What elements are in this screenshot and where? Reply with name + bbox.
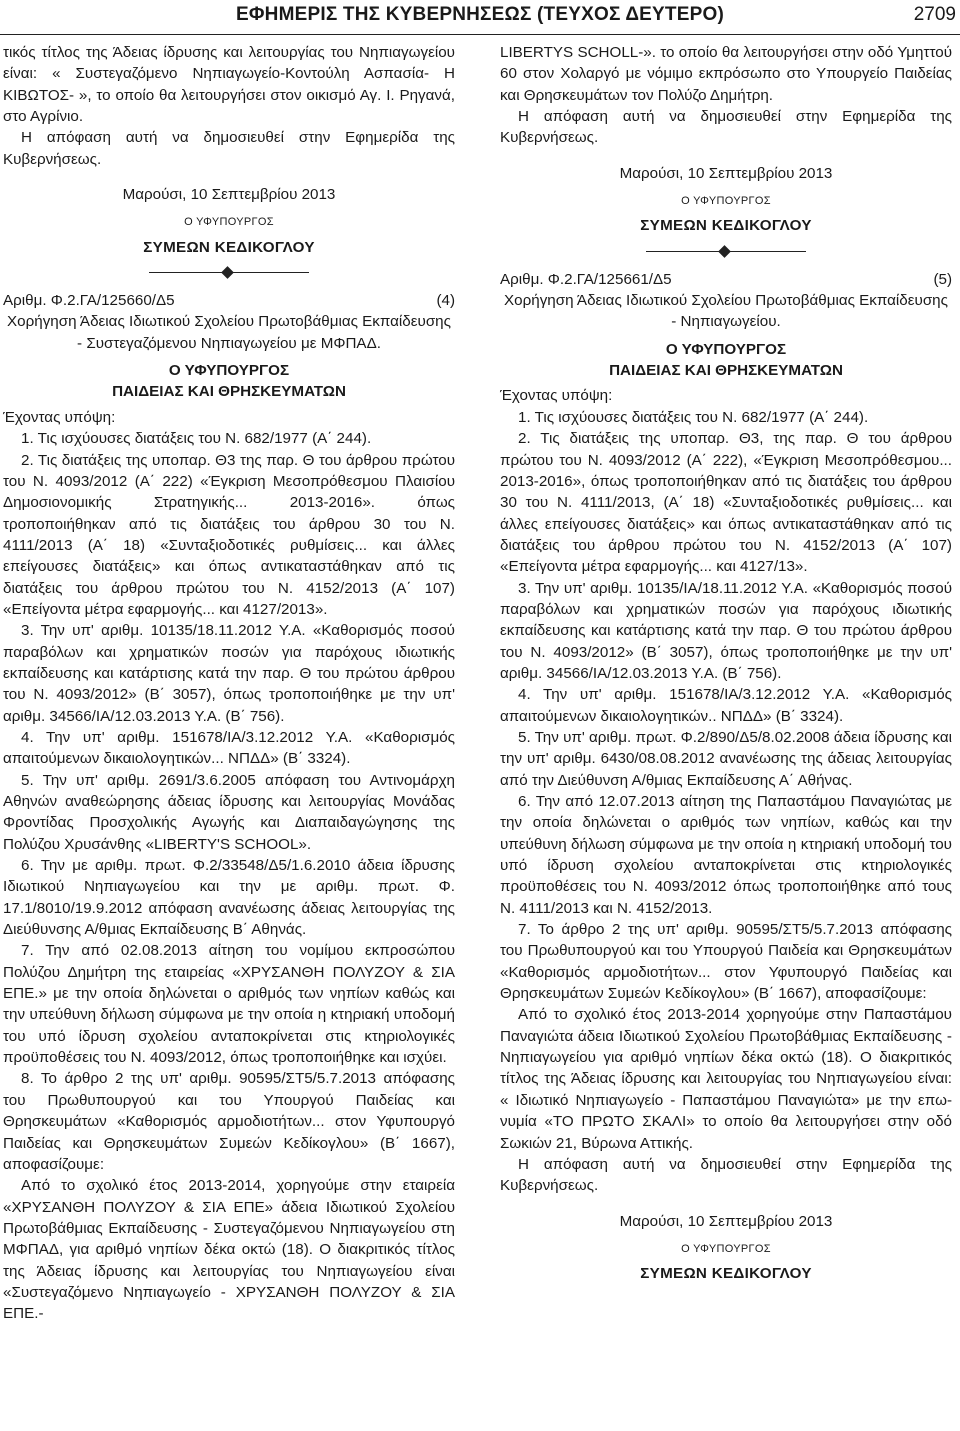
- place-date: Μαρούσι, 10 Σεπτεμβρίου 2013: [122, 186, 336, 204]
- list-item: 8. Το άρθρο 2 της υπ' αριθμ. 90595/ΣΤ5/5.7.2013 απόφασης του Πρωθυπουργού και του Υπουργού Παιδείας και Θρησκευμάτων «Καθορισμός αρμοδιοτήτων... στον Υφυπουργό Παιδείας και Θρησκευμάτων Συμεών Κεδίκογλου» (Β΄ 1667), αποφασίζουμε:: [3, 1070, 455, 1173]
- minister-name: ΣΥΜΕΩΝ ΚΕΔΙΚΟΓΛΟΥ: [640, 217, 812, 235]
- list-item: 1. Τις ισχύουσες διατάξεις του Ν. 682/1977 (Α΄ 244).: [21, 430, 372, 448]
- decision-subject: Χορήγηση Άδειας Ιδιωτικού Σχολείου Πρωτοβάθμιας Εκπαίδευσης - Νηπιαγωγείου.: [504, 292, 948, 331]
- right-column: [500, 42, 952, 1285]
- decision-reference: Αριθμ. Φ.2.ΓΑ/125660/Δ5: [3, 292, 175, 310]
- gazette-title: ΕΦΗΜΕΡΙΣ ΤΗΣ ΚΥΒΕΡΝΗΣΕΩΣ (ΤΕΥΧΟΣ ΔΕΥΤΕΡΟ): [236, 4, 724, 25]
- page-header: [0, 0, 960, 35]
- section-separator: [3, 262, 455, 284]
- minister-title: Ο ΥΦΥΠΟΥΡΓΟΣ: [681, 195, 771, 208]
- authority-title: Ο ΥΦΥΠΟΥΡΓΟΣ: [168, 362, 290, 380]
- continuation-paragraph: LIBERTYS SCHOLL-». το οποίο θα λειτουργήσει στην οδό Υμηττού 60 στον Χολαργό με νόμιμο εκπρόσωπο στο Υπουργείο Παιδείας και Θρησκευμάτων τον Πολύζο Δημήτρη.: [500, 44, 952, 104]
- separator-diamond-icon: [221, 266, 234, 279]
- authority-ministry: ΠΑΙΔΕΙΑΣ ΚΑΙ ΘΡΗΣΚΕΥΜΑΤΩΝ: [112, 383, 346, 401]
- list-item: 2. Τις διατάξεις της υποπαρ. Θ3 της παρ. Θ του άρθρου πρώτου του Ν. 4093/2012 (Α΄ 222) «Έγκριση Μεσοπρόθεσμου Πλαισίου Δημοσιονομικής Στρατηγικής... 2013-2016». όπως τροποποιήθηκαν από τις διατάξεις του άρθρου 30 του Ν. 4111/2013 (Α΄ 18) «Συνταξιοδοτικές ρυθμίσεις... και άλλες επείγουσες διατάξεις» και όπως αντικαταστάθηκαν από τις διατάξεις του άρθρου πρώτου του Ν. 4152/2013 (Α΄ 107) «Επείγοντα μέτρα εφαρμογής... και 4127/2013».: [3, 451, 455, 618]
- having-regard-label: Έχοντας υπόψη:: [3, 408, 116, 426]
- decision-number: (5): [933, 270, 952, 288]
- list-item: 5. Την υπ' αριθμ. πρωτ. Φ.2/890/Δ5/8.02.2008 άδεια ίδρυσης και την υπ' αριθμ. 6430/08.08.2012 ανανέωσης της άδειας λειτουργίας από την Διεύθυνση Α/θμιας Εκπαίδευσης Α΄ Αθήνας.: [500, 728, 952, 789]
- having-regard-label: Έχοντας υπόψη:: [500, 387, 613, 405]
- minister-name: ΣΥΜΕΩΝ ΚΕΔΙΚΟΓΛΟΥ: [640, 1265, 812, 1283]
- list-item: 5. Την υπ' αριθμ. 2691/3.6.2005 απόφαση του Αντινομάρχη Αθηνών αναθεώρησης άδειας ίδρυσης και λειτουργίας Μονάδας Φροντίδας Προσχολικής Αγωγής και Διαπαιδαγώγησης της Πολύζου Χρυσάνθης «LIBERTY'S SCHOOL».: [3, 771, 455, 853]
- decision-header: [3, 290, 455, 311]
- publish-paragraph: Η απόφαση αυτή να δημοσιευθεί στην Εφημερίδα της Κυβερνήσεως.: [3, 129, 455, 168]
- list-item: 7. Το άρθρο 2 της υπ' αριθμ. 90595/ΣΤ5/5.7.2013 απόφασης του Πρωθυπουργού και του Υπουργού Παιδεία και Θρησκευμάτων «Καθορισμός αρμοδιοτήτων... στον Υφυπουργό Παιδείας και Θρησκευμάτων Συμεών Κεδίκογλου» (Β΄ 1667), αποφασίζουμε:: [500, 921, 952, 1003]
- list-item: 3. Την υπ' αριθμ. 10135/18.11.2012 Υ.Α. «Καθορισμός ποσού παραβόλων και χρηματικών ποσών για παρόχους ιδιωτικής εκπαίδευσης και κατάρτισης κατά την παρ. Θ του πρώτου άρθρου του Ν. 4093/2012» (Β΄ 3057), όπως τροποποιήθηκε με την υπ' αριθμ. 34566/ΙΑ/12.03.2013 Υ.Α. (Β΄ 756).: [3, 622, 455, 725]
- decision-subject: Χορήγηση Άδειας Ιδιωτικού Σχολείου Πρωτοβάθμιας Εκπαίδευσης - Συστεγαζόμενου Νηπιαγωγείου με ΜΦΠΑΔ.: [7, 313, 451, 352]
- minister-title: Ο ΥΦΥΠΟΥΡΓΟΣ: [184, 216, 274, 229]
- minister-title: Ο ΥΦΥΠΟΥΡΓΟΣ: [681, 1242, 771, 1255]
- place-date: Μαρούσι, 10 Σεπτεμβρίου 2013: [619, 1212, 833, 1230]
- decision-number: (4): [436, 292, 455, 310]
- page-number: 2709: [913, 4, 956, 25]
- list-item: 3. Την υπ' αριθμ. 10135/ΙΑ/18.11.2012 Υ.Α. «Καθορισμός ποσού παραβόλων και χρηματικών ποσών για παρόχους ιδιωτικής εκπαίδευσης και κατάρτισης κατά την παρ. Θ του πρώτου άρθρου του Ν. 4093/2012» (Β΄ 3057), όπως τροποποιήθηκε με την υπ' αριθμ. 34566/ΙΑ/12.03.2013 Υ.Α. (Β΄ 756).: [500, 579, 952, 682]
- section-separator: [500, 241, 952, 263]
- decision-paragraph: Από το σχολικό έτος 2013-2014 χορηγούμε στην Παπαστάμου Παναγιώτα άδεια Ιδιωτικού Σχολείου Πρωτοβάθμιας Εκπαίδευσης - Νηπιαγωγείου για αριθμό νηπίων δέκα οκτώ (18). Ο διακριτικός τίτλος της Άδειας ίδρυσης και λειτουργίας του Νηπιαγωγείου είναι: « Ιδιωτικό Νηπιαγωγείο - Παπαστάμου Παναγιώτα» με την επωνυμία «ΤΟ ΠΡΩΤΟ ΣΚΑΛΙ» το οποίο θα λειτουργήσει στην οδό Σωκιών 21, Βύρωνα Αττικής.: [500, 1006, 952, 1152]
- list-item: 1. Τις ισχύουσες διατάξεις του Ν. 682/1977 (Α΄ 244).: [518, 408, 869, 426]
- issuing-authority: [500, 339, 952, 382]
- separator-diamond-icon: [718, 245, 731, 258]
- issuing-authority: [3, 360, 455, 403]
- list-item: 4. Την υπ' αριθμ. 151678/ΙΑ/3.12.2012 Υ.Α. «Καθορισμός απαιτούμενων δικαιολογητικών.. ΝΠΔΔ» (Β΄ 3324).: [500, 686, 952, 725]
- place-date: Μαρούσι, 10 Σεπτεμβρίου 2013: [619, 164, 833, 182]
- list-item: 2. Τις διατάξεις της υποπαρ. Θ3, της παρ. Θ του άρθρου πρώτου του Ν. 4093/2012 (Α΄ 222), «Έγκριση Μεσοπρόθεσμου... 2013-2016», όπως τροποποιήθηκαν από τις διατάξεις του άρθρου 30 του Ν. 4111/2013, (Α΄ 18) «Συνταξιοδοτικές ρυθμίσεις... και άλλες επείγουσες διατάξεις» και όπως αντικαταστάθηκαν από τις διατάξεις του άρθρου πρώτου του Ν. 4152/2013 (Α΄ 107) «Επείγοντα μέτρα εφαρμογής... και 4127/13».: [500, 430, 952, 576]
- publish-paragraph: Η απόφαση αυτή να δημοσιευθεί στην Εφημερίδα της Κυβερνήσεως.: [500, 1155, 952, 1195]
- list-item: 6. Την από 12.07.2013 αίτηση της Παπαστάμου Παναγιώτας με την οποία δηλώνεται ο αριθμός των νηπίων, καθώς και την υπεύθυνη δήλωση σύμφωνα με την οποία η κτηριακή υποδομή του υπό ίδρυση σχολείου ανταποκρίνεται στις κτηριολογικές προϋποθέσεις του Ν. 4093/2012 όπως τροποποιήθηκε από τους Ν. 4111/2013 και Ν. 4152/2013.: [500, 793, 952, 917]
- continuation-paragraph: τικός τίτλος της Άδειας ίδρυσης και λειτουργίας του Νηπιαγωγείου είναι: « Συστεγαζόμενο Νηπιαγωγείο-Κοντούλη Ασπασία- Η ΚΙΒΩΤΟΣ- », το οποίο θα λειτουργήσει στον οικισμό Αγ. Ι. Ρηγανά, στο Αγρίνιο.: [3, 44, 455, 126]
- decision-reference: Αριθμ. Φ.2.ΓΑ/125661/Δ5: [500, 270, 672, 288]
- minister-name: ΣΥΜΕΩΝ ΚΕΔΙΚΟΓΛΟΥ: [143, 238, 315, 256]
- decision-paragraph: Από το σχολικό έτος 2013-2014, χορηγούμε στην εταιρεία «ΧΡΥΣΑΝΘΗ ΠΟΛΥΖΟΥ & ΣΙΑ ΕΠΕ» άδεια Ιδιωτικού Σχολείου Πρωτοβάθμιας Εκπαίδευσης - Συστεγαζόμενου Νηπιαγωγείου στη ΜΦΠΑΔ, για αριθμό νηπίων δέκα οκτώ (18). Ο διακριτικός τίτλος της Άδειας ίδρυσης και λειτουργίας του Νηπιαγωγείου είναι «Συστεγαζόμενο Νηπιαγωγείο - ΧΡΥΣΑΝΘΗ ΠΟΛΥΖΟΥ & ΣΙΑ ΕΠΕ.-: [3, 1177, 455, 1323]
- list-item: 6. Την με αριθμ. πρωτ. Φ.2/33548/Δ5/1.6.2010 άδεια ίδρυσης Ιδιωτικού Νηπιαγωγείου και την με αριθμ. πρωτ. Φ. 17.1/8010/19.9.2012 απόφαση ανανέωσης άδειας λειτουργίας της Διεύθυνσης Α/θμιας Εκπαίδευσης Β΄ Αθηνάς.: [3, 857, 455, 939]
- list-item: 7. Την από 02.08.2013 αίτηση του νομίμου εκπροσώπου Πολύζου Δημήτρη της εταιρείας «ΧΡΥΣΑΝΘΗ ΠΟΛΥΖΟΥ & ΣΙΑ ΕΠΕ.» με την οποία δηλώνεται ο αριθμός των νηπίων καθώς και την υπεύθυνη δήλωση σύμφωνα με την οποία η κτηριακή υποδομή του υπό ίδρυση σχολείου ανταποκρίνεται στις κτηριολογικές προϋποθέσεις του Ν. 4093/2012, όπως τροποποιήθηκε και ισχύει.: [3, 942, 455, 1067]
- left-column: [3, 42, 455, 1325]
- authority-title: Ο ΥΦΥΠΟΥΡΓΟΣ: [665, 340, 787, 358]
- authority-ministry: ΠΑΙΔΕΙΑΣ ΚΑΙ ΘΡΗΣΚΕΥΜΑΤΩΝ: [609, 362, 843, 380]
- list-item: 4. Την υπ' αριθμ. 151678/ΙΑ/3.12.2012 Υ.Α. «Καθορισμός απαιτούμενων δικαιολογητικών... ΝΠΔΔ» (Β΄ 3324).: [3, 728, 455, 768]
- publish-paragraph: Η απόφαση αυτή να δημοσιευθεί στην Εφημερίδα της Κυβερνήσεως.: [500, 108, 952, 147]
- decision-header: [500, 269, 952, 290]
